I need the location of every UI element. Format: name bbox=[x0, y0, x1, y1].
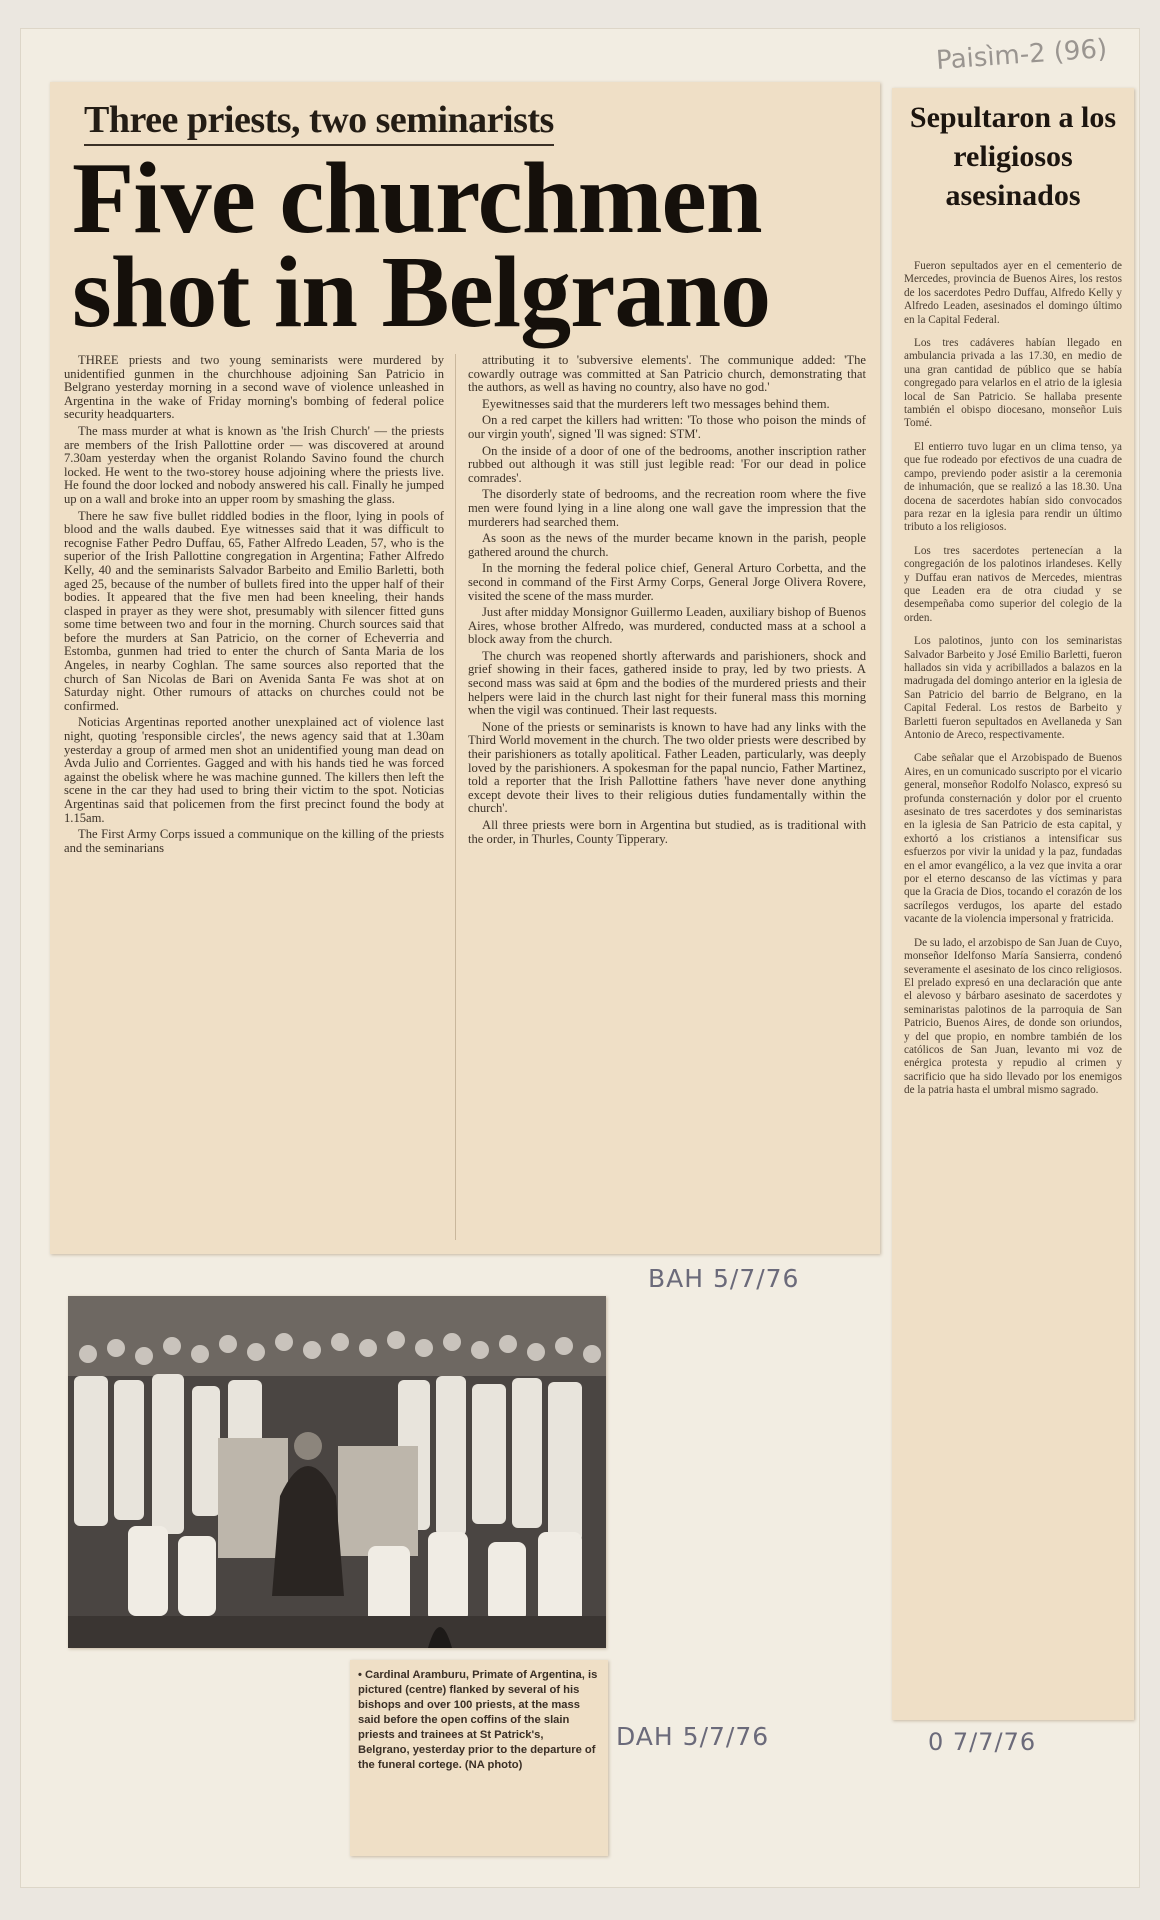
paragraph: attributing it to 'subversive elements'. The communique added: 'The cowardly outrage was committed at San Patricio church, demonstrating that the authors, as well as having no country, also have no god.' bbox=[468, 354, 866, 395]
photo-caption: • Cardinal Aramburu, Primate of Argentina, is pictured (centre) flanked by several of his bishops and over 100 priests, at the mass said before the open coffins of the slain priests and trainees at St Patrick's, Belgrano, yesterday prior to the departure of the funeral cortege. (NA photo) bbox=[358, 1669, 598, 1771]
article-kicker: Three priests, two seminarists bbox=[84, 98, 554, 146]
paragraph: None of the priests or seminarists is known to have had any links with the Third World movement in the church. The two older priests were described by their parishioners as totally apolitical. Father Leaden, particularly, was deeply loved by the parishioners. A spokesman for the papal nuncio, Father Martinez, told a reporter that the Irish Pallottine fathers 'have never done anything except devote their lives to their religious duties fundamentally within the church'. bbox=[468, 719, 866, 816]
paragraph: The mass murder at what is known as 'the Irish Church' — the priests are members of the Irish Pallottine order — was discovered at around 7.30am yesterday when the organist Rolando Savino found the church locked. He went to the two-storey house adjoining where the priests live. He found the door locked and nobody answered his call. Finally he jumped up on a wall and broke into an upper room by smashing the glass. bbox=[64, 423, 444, 506]
paragraph: Noticias Argentinas reported another unexplained act of violence last night, quoting 'responsible circles', the news agency said that at 1.30am yesterday a group of armed men shot an unidentified young man dead on Avda Julio and Corrientes. Gagged and with his hands tied he was forced against the obelisk where he was machine gunned. The killers then left the scene in the car they had used to bring their victim to the spot. Noticias Argentinas said that policemen from the first precinct found the body at 1.15am. bbox=[64, 715, 444, 825]
article-column-2 bbox=[468, 354, 866, 1240]
side-article-clipping bbox=[892, 88, 1134, 1720]
paragraph: As soon as the news of the murder became known in the parish, people gathered around the church. bbox=[468, 531, 866, 559]
paragraph: THREE priests and two young seminarists were murdered by unidentified gunmen in the churchhouse adjoining San Patricio in Belgrano yesterday morning in a second wave of violence unleashed in Argentina in the wake of Friday morning's bombing of federal police security headquarters. bbox=[64, 354, 444, 422]
side-article-headline: Sepultaron a los religiosos asesinados bbox=[909, 101, 1117, 212]
side-article-body bbox=[904, 260, 1122, 1702]
paragraph: The disorderly state of bedrooms, and the recreation room where the five men were found lying in a line along one wall gave the impression that the murderers had searched them. bbox=[468, 487, 866, 529]
paragraph: Eyewitnesses said that the murderers left two messages behind them. bbox=[482, 396, 830, 411]
handwritten-date-main: BAH 5/7/76 bbox=[648, 1264, 800, 1293]
paragraph: The church was reopened shortly afterwards and parishioners, shock and grief showing in their faces, gathered inside to pray, led by two priests. A second mass was said at 6pm and the bodies of the murdered priests and their helpers were laid in the church last night for their funeral mass this morning when the vigil was continued. Their last requests. bbox=[468, 648, 866, 718]
article-column-1 bbox=[64, 354, 444, 1240]
photo-clipping bbox=[68, 1296, 606, 1648]
main-article-clipping bbox=[50, 82, 880, 1254]
paragraph: Los palotinos, junto con los seminaristas Salvador Barbeito y José Emilio Barletti, fueron hallados sin vida y acribillados a balazos en la madrugada del domingo anterior en la iglesia de San Patricio del barrio de Belgrano, en la Capital Federal. Los restos de Barbeito y Barletti fueron sepultados en Avellaneda y San Antonio de Areco, respectivamente. bbox=[904, 635, 1122, 741]
paragraph: The First Army Corps issued a communique on the killing of the priests and the seminarians bbox=[64, 827, 444, 855]
article-headline: Five churchmen shot in Belgrano bbox=[72, 142, 771, 349]
paragraph: Cabe señalar que el Arzobispado de Buenos Aires, en un comunicado suscripto por el vicario general, monseñor Rodolfo Nolasco, expresó su profunda consternación y dolor por el cruento asesinato de tres sacerdotes y dos seminaristas en la iglesia de San Patricio de esta capital, y exhortó a los cristianos a intensificar sus esfuerzos por vivir la unidad y la paz, fundadas en el amor evangélico, a la vez que invita a orar por el eterno descanso de las víctimas y para que la Gracia de Dios, tocando el corazón de los sacrílegos verdugos, los aparte del estado vacante de la violencia impersonal y fratricida. bbox=[904, 752, 1122, 926]
paragraph: Los tres sacerdotes pertenecían a la congregación de los palotinos irlandeses. Kelly y Duffau eran nativos de Mercedes, mientras que Leaden era de otra ciudad y se desempeñaba como superior del colegio de la orden. bbox=[904, 544, 1122, 624]
paragraph: Just after midday Monsignor Guillermo Leaden, auxiliary bishop of Buenos Aires, whose brother Alfredo, was murdered, conducted mass at a school a block away from the church. bbox=[468, 605, 866, 647]
photo-caption-clipping bbox=[350, 1660, 608, 1856]
paragraph: De su lado, el arzobispo de San Juan de Cuyo, monseñor Idelfonso María Sansierra, condenó severamente el asesinato de los cinco religiosos. El prelado expresó en una declaración que ante el alevoso y bárbaro asesinato de sacerdotes y seminaristas palotinos de la parroquia de San Patricio, Buenos Aires, de donde son oriundos, y del que propio, en nombre también de los católicos de San Juan, levanto mi voz de enérgica protesta y repudio al crimen y sacrificio que ha sido llevado por los enemigos de la patria hasta el umbral mismo sagrado. bbox=[904, 936, 1122, 1097]
paragraph: In the morning the federal police chief, General Arturo Corbetta, and the second in command of the First Army Corps, General Jorge Olivera Rovere, visited the scene of the mass murder. bbox=[468, 561, 866, 603]
paragraph: El entierro tuvo lugar en un clima tenso, ya que fue rodeado por efectivos de una cuadra de campo, previendo poder asistir a la ceremonia de inhumación, que se realizó a las 18.30. Una docena de sacerdotes habían sido convocados para rezar en la iglesia para rendir un último tributo a los religiosos. bbox=[904, 440, 1122, 534]
handwritten-date-side: 0 7/7/76 bbox=[928, 1728, 1037, 1756]
paragraph: On a red carpet the killers had written: 'To those who poison the minds of our virgin youth', signed 'Il was signed: STM'. bbox=[468, 413, 866, 441]
handwritten-date-photo: DAH 5/7/76 bbox=[616, 1722, 770, 1751]
paragraph: On the inside of a door of one of the bedrooms, another inscription rather rubbed out although it was still just legible read: 'For our dead in police comrades'. bbox=[468, 443, 866, 485]
archive-reference-note: Paisìm-2 (96) bbox=[935, 34, 1109, 76]
paragraph: There he saw five bullet riddled bodies in the floor, lying in pools of blood and the walls daubed. Eye witnesses said that it was difficult to recognise Father Pedro Duffau, 65, Father Alfredo Leaden, 57, who is the superior of the Irish Pallottine congregation in Argentina; Father Alfredo Kelly, 40 and the seminarists Salvador Barbeito and Emilio Barletti, both aged 25, because of the number of bullets fired into the upper half of their bodies. It appeared that the five men had been kneeling, their hands clasped in prayer as they were shot, presumably with silencer fitted guns some time between two and four in the morning. Church sources said that before the murders at San Patricio, on the corner of Echeverria and Estomba, gunmen had tried to enter the church of Santa Maria de los Angeles, in nearby Coghlan. The same sources also reported that the church of San Nicolas de Bari on Avenida Santa Fe was shot at on Saturday night. Other rumours of attacks on churches could not be confirmed. bbox=[64, 508, 444, 713]
column-divider bbox=[455, 354, 456, 1240]
paragraph: Fueron sepultados ayer en el cementerio de Mercedes, provincia de Buenos Aires, los restos de los sacerdotes Pedro Duffau, Alfredo Kelly y Alfredo Leaden, asesinados el domingo último en la Capital Federal. bbox=[904, 260, 1122, 326]
paragraph: Los tres cadáveres habían llegado en ambulancia privada a las 17.30, en medio de una gran cantidad de público que se había congregado para velarlos en el atrio de la iglesia local de San Patricio. Se hallaba presente también el obispo diocesano, monseñor Luis Tomé. bbox=[904, 337, 1122, 430]
newspaper-photo bbox=[68, 1296, 606, 1648]
paragraph: All three priests were born in Argentina but studied, as is traditional with the order, in Thurles, County Tipperary. bbox=[468, 818, 866, 846]
